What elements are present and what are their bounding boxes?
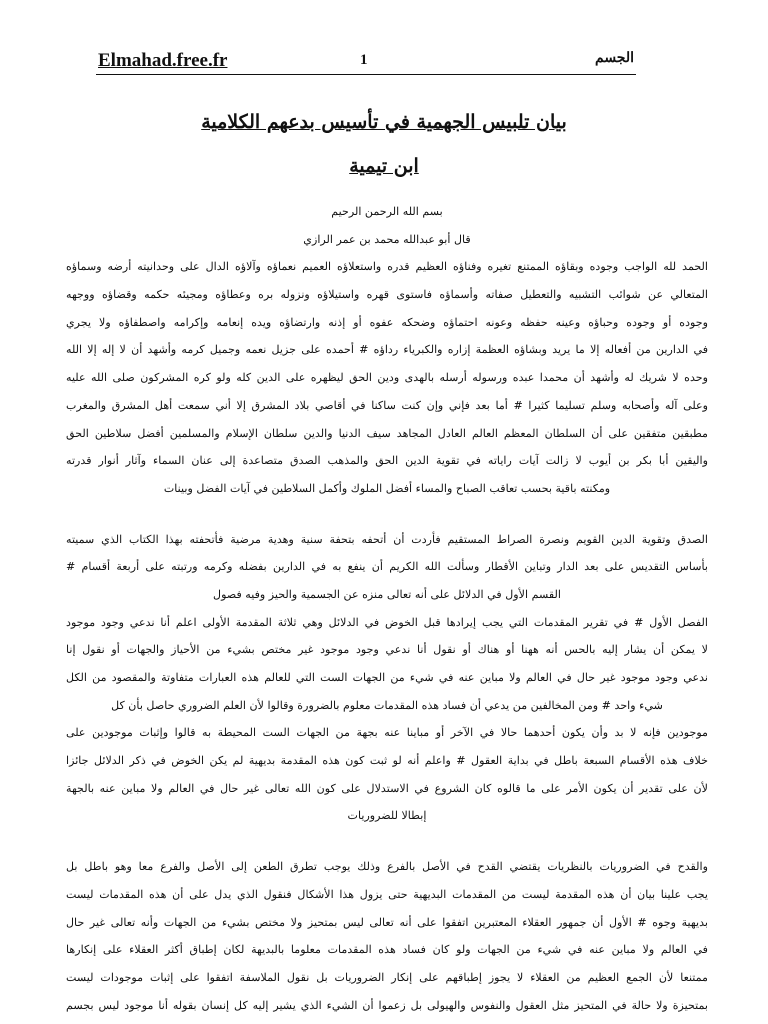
text-line: خلاف هذه الأقسام السبعة باطل في بداية العقول # واعلم أنه لو ثبت كون هذه المقدمة بديهية لم يكن الخوض في ذكر الدلائل جائزا <box>66 754 708 768</box>
text-line: وحده لا شريك له وأشهد أن محمدا عبده ورسوله أرسله بالهدى ودين الحق ليظهره على الدين كله ولو كره المشركون صلى الله عليه <box>66 371 708 385</box>
title-line-1: بيان تلبيس الجهمية في تأسيس بدعهم الكلامية <box>201 111 567 133</box>
text-line: في العالم ولا مباين عنه في شيء من الجهات ولو كان فساد هذه المقدمات معلوما بالبديهة لكان إطباق أكثر العقلاء على إنكارها <box>66 943 708 957</box>
site-name: Elmahad.free.fr <box>98 50 228 71</box>
page-number: 1 <box>360 52 368 68</box>
text-line: الحمد لله الواجب وجوده وبقاؤه الممتنع تغيره وفناؤه العظيم قدره واستعلاؤه العميم نعماؤه وآلاؤه الدال على وحدانيته أرضه وسماؤه <box>66 260 708 274</box>
text-line: لأن على تقدير أن يكون الأمر على ما قالوه كان الشروع في الاستدلال على كون الله تعالى غير حال في العالم ولا مباين عنه بالجهة <box>66 781 708 795</box>
text-line: بديهية وجوه # الأول أن جمهور العقلاء المعتبرين اتفقوا على أنه تعالى ليس بمتحيز ولا مختص بشيء من الجهات وأنه تعالى غير حال <box>66 915 708 929</box>
text-line: مطبقين متفقين على أن السلطان المعظم العالم العادل المجاهد سيف الدنيا والدين سلطان الإسلام والمسلمين أفضل سلاطين الحق <box>66 426 708 440</box>
text-line: ممتنعا لأن الجمع العظيم من العقلاء لا يجوز إطباقهم على إنكار الضروريات بل نقول الملاسفة اتفقوا على إثبات موجودات ليست <box>66 970 708 984</box>
text-line: الفصل الأول # في تقرير المقدمات التي يجب إيرادها قبل الخوض في الدلائل وهي ثلاثة المقدمة الأولى اعلم أنا ندعي وجود موجود <box>66 615 708 629</box>
text-line: والقدح في الضروريات بالنظريات يقتضي القدح في الأصل بالفرع وذلك يوجب تطرق الطعن إلى الأصل والفرع معا وهو باطل بل <box>66 860 708 874</box>
paragraph-gap <box>66 830 708 853</box>
text-line: شيء واحد # ومن المخالفين من يدعي أن فساد هذه المقدمات معلوم بالضرورة وقالوا لأن العلم الضروري حاصل بأن كل <box>111 698 663 712</box>
text-line: ومكنته باقية بحسب تعاقب الصباح والمساء أفضل الملوك وأكمل السلاطين في آيات الفضل وبينات <box>163 481 611 495</box>
text-line: بأساس التقديس على بعد الدار وتباين الأقطار وسألت الله الكريم أن ينفع به في الدارين بفضله وكرمه ورتبته على أربعة أقسام # <box>66 560 708 574</box>
text-line: لا يمكن أن يشار إليه بالحس أنه ههنا أو هناك أو نقول أنا ندعي وجود موجود غير مختص بشيء من الأحياز والجهات أو نقول إنا <box>66 643 708 657</box>
title-author: ابن تيمية <box>349 155 419 177</box>
text-line: بمتحيزة ولا حالة في المتحيز مثل العقول والنفوس والهيولى بل زعموا أن الشيء الذي يشير إليه كل إنسان بقوله أنا موجود ليس بجسم <box>66 998 708 1012</box>
text-line: واليقين أبا بكر بن أيوب لا زالت آيات راياته في تقوية الدين الحق والمذهب الصدق متصاعدة إلى عنان السماء وآثار أنوار قدرته <box>66 454 708 468</box>
text-line: في الدارين من أفعاله إلا ما يريد وبشاؤه العظمة إزاره والكبرياء رداؤه # أحمده على جزيل نعمه وجميل كرمه وأشهد أن لا إله إلا الله <box>66 343 708 357</box>
text-line: وعلى آله وأصحابه وسلم تسليما كثيرا # أما بعد فإني وإن كنت ساكنا في أقاصي بلاد المشرق إلا أني سمعت أهل المشرق والمغرب <box>66 398 708 412</box>
text-line: يجب علينا بيان أن هذه المقدمة ليست من المقدمات البديهية حتى يزول هذا الأشكال فنقول الذي يدل على أن هذه المقدمات ليست <box>66 887 708 901</box>
header-tag: الجسم <box>595 50 634 66</box>
page-header <box>96 50 636 75</box>
document-title <box>80 100 688 188</box>
text-line: المتعالي عن شوائب التشبيه والتعطيل صفاته وأسماؤه فاستوى قهره واستيلاؤه ونزوله بره وعطاؤه ومجيئه حكمه وقضاؤه ووجهه <box>66 288 708 302</box>
text-line: إبطالا للضروريات <box>347 809 427 823</box>
text-line: ندعي وجود موجود غير حال في العالم ولا مباين عنه في شيء من الجهات الست التي للعالم هذه العبارات متفاوتة والمقصود من الكل <box>66 671 708 684</box>
text-line: موجودين فإنه لا بد وأن يكون أحدهما حالا في الآخر أو مباينا عنه بجهة من الجهات الست المحيطة به قالوا وإثبات موجودين على <box>66 726 708 740</box>
body-text <box>66 198 708 1019</box>
text-line: القسم الأول في الدلائل على أنه تعالى منزه عن الجسمية والحيز وفيه فصول <box>213 587 561 601</box>
text-line: وجوده أو وجوده وحباؤه وعينه حفظه وعونه احتماؤه وضحكه عفوه أو إذنه وارتضاؤه ويده إنعامه وإكرامه واصطفاؤه ولا يجري <box>66 315 708 329</box>
text-line: قال أبو عبدالله محمد بن عمر الرازي <box>303 232 471 246</box>
text-line: الصدق وتقوية الدين القويم ونصرة الصراط المستقيم فأردت أن أتحفه بتحفة سنية وهدية مرضية فأتحفته بهذا الكتاب الذي سميته <box>66 532 708 546</box>
paragraph-gap <box>66 503 708 526</box>
text-line: بسم الله الرحمن الرحيم <box>331 205 443 218</box>
